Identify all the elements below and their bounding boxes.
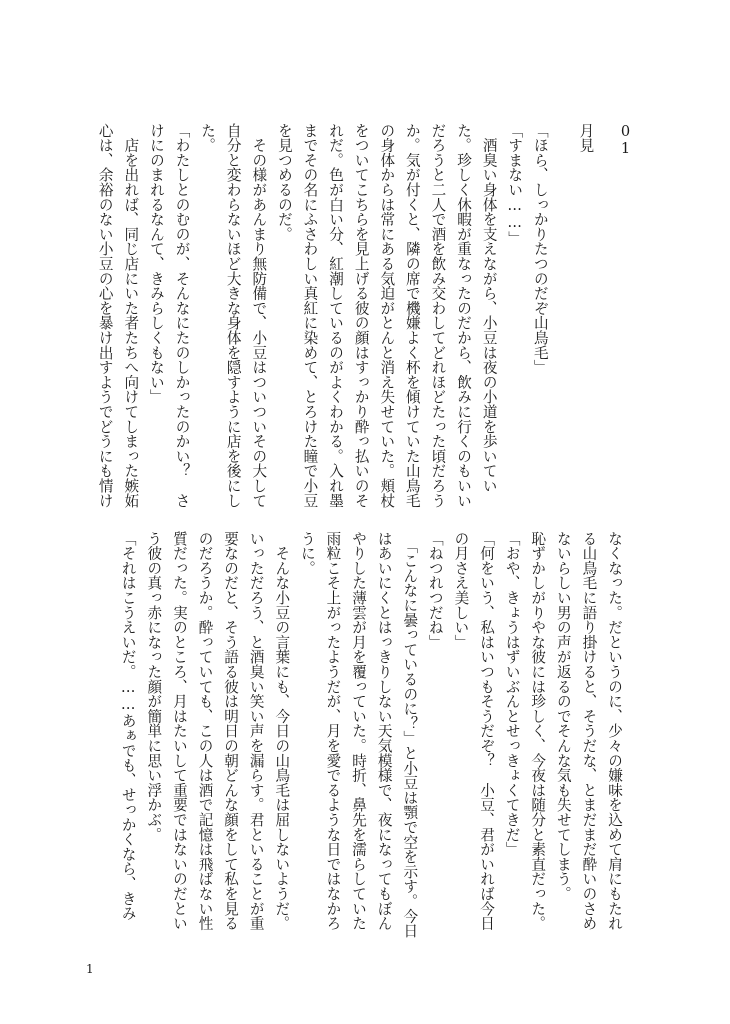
lower-text-block — [97, 531, 627, 941]
paragraph: 「何をいう、私はいつもそうだぞ？ 小豆、君がいれば今日の月さえ美しい」 — [452, 531, 496, 931]
paragraph: 「ほら、しっかりたつのだぞ山鳥毛」 — [531, 123, 549, 375]
paragraph: 恥ずかしがりやな彼には珍しく、今夜は随分と素直だった。 — [529, 531, 547, 931]
paragraph: 「ねつれつだね」 — [426, 531, 444, 650]
paragraph: 「すまない……」 — [506, 123, 524, 247]
paragraph: 酒臭い身体を支えながら、小豆は夜の小道を歩いていた。珍しく休暇が重なったのだから、飲みに行くのもいいだろうと二人で酒を飲み交わしてどれほどたった頃だろうか。気が付くと、隣の席で機嫌よく杯を傾けていた山鳥毛の身体からは常にある気迫がとんと消え失せていた。頬杖をついてこちらを見上げる彼の顔はすっかり酔っ払いのそれだ。色が白い分、紅潮しているのがよくわかる。入れ墨までその名にふさわしい真紅に染めて、とろけた瞳で小豆を見つめるのだ。 — [275, 123, 498, 508]
upper-text-block — [88, 123, 638, 518]
chapter-number: 01 — [617, 123, 634, 158]
chapter-title: 月見 — [577, 123, 595, 153]
page-number: 1 — [86, 962, 94, 976]
paragraph: 店を出れば、同じ店にいた者たちへ向けてしまった嫉妬心は、余裕のない小豆の心を暴け出すようでどうにも情け — [96, 123, 140, 508]
paragraph: いっただろう、と酒臭い笑い声を漏らす。君といることが重要なのだと、そう語る彼は明日の朝どんな顔をして私を見るのだろうか。酔っていても、この人は酒で記憶は飛ばない性質だった。実のところ、月はたいして重要ではないのだという彼の真っ赤になった顔が簡単に思い浮かぶ。 — [145, 531, 265, 931]
paragraph: なくなった。だというのに、少々の嫌味を込めて肩にもたれる山鳥毛に語り掛けると、そうだな、とまだまだ酔いのさめないらしい男の声が返るのでそんな気も失せてしまう。 — [554, 531, 623, 931]
paragraph: 「こんなに曇っているのに？」と小豆は顎で空を示す。今日はあいにくとはっきりしない天気模様で、夜になってもぼんやりした薄雲が月を覆っていた。時折、鼻先を濡らしていた雨粒こそ上がったようだが、月を愛でるような日ではなかろうに。 — [298, 531, 419, 939]
paragraph: そんな小豆の言葉にも、今日の山鳥毛は屈しないようだ。 — [273, 531, 291, 931]
paragraph: その様があんまり無防備で、小豆はついついその大して自分と変わらないほど大きな身体を隠すように店を後にした。 — [199, 123, 268, 508]
paragraph: 「おや、きょうはずいぶんとせっきょくてきだ」 — [503, 531, 521, 857]
paragraph: 「それはこうえいだ。……あぁでも、せっかくなら、きみ — [119, 531, 137, 921]
paragraph: 「わたしとのむのが、そんなにたのしかったのかい？ さけにのまれるなんて、きみらしくもない」 — [147, 123, 191, 508]
